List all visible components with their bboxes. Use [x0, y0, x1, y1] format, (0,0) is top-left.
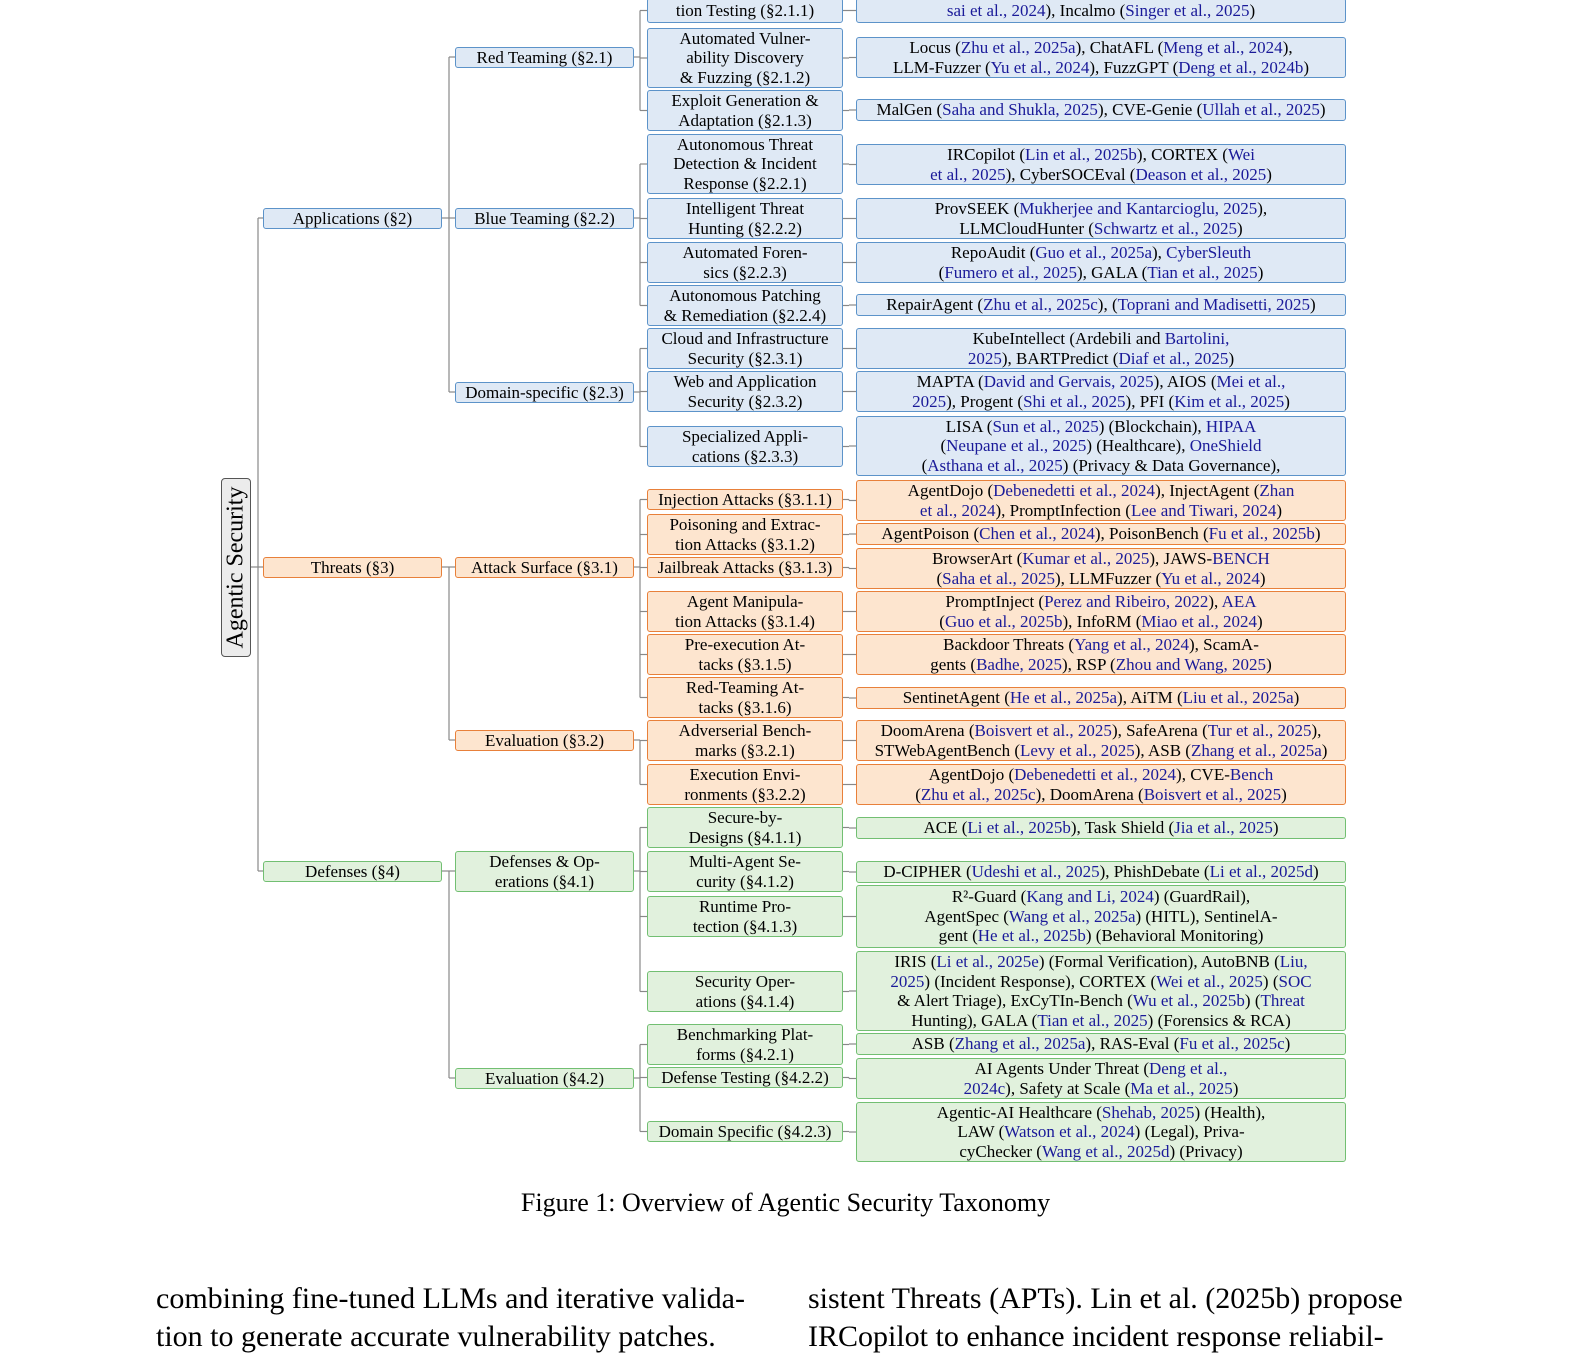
node-label: Red Teaming (§2.1) [476, 47, 613, 67]
citation[interactable]: Jia et al., 2025 [1174, 818, 1273, 838]
text-line: (Asthana et al., 2025) (Privacy & Data Governance), [921, 455, 1281, 475]
leaf-pre-execution [647, 634, 843, 675]
refs-defense-testing [856, 1058, 1346, 1099]
text-line: ASB (Zhang et al., 2025a), RAS-Eval (Fu et al., 2025c) [911, 1034, 1291, 1054]
node-label: Attack Surface (§3.1) [471, 557, 618, 577]
text-line: (Saha et al., 2025), LLMFuzzer (Yu et al., 2024) [936, 568, 1266, 588]
citation[interactable]: Asthana et al., 2025 [927, 455, 1063, 475]
body-line: tion to generate accurate vulnerability patches. [156, 1320, 716, 1353]
refs-threat-detection [856, 144, 1346, 185]
text-line: Exploit Generation & [671, 91, 819, 110]
leaf-jailbreak-attacks [647, 557, 843, 578]
text-line: et al., 2025), CyberSOCEval (Deason et al., 2025) [930, 164, 1272, 184]
citation[interactable]: Shi et al., 2025 [1023, 391, 1126, 411]
citation[interactable]: Singer et al., 2025 [1125, 0, 1250, 20]
citation[interactable]: Tur et al., 2025 [1207, 721, 1312, 740]
citation[interactable]: Mei et al., [1216, 372, 1286, 391]
citation[interactable]: Zhang et al., 2025a [954, 1034, 1086, 1054]
leaf-defense-testing [647, 1067, 843, 1088]
text-line: (Guo et al., 2025b), InfoRM (Miao et al., 2024) [939, 611, 1263, 631]
text-line: Hunting), GALA (Tian et al., 2025) (Forensics & RCA) [911, 1010, 1291, 1030]
leaf-cloud-security [647, 328, 843, 369]
citation[interactable]: Li et al., 2025b [967, 818, 1071, 838]
text-line: Red-Teaming At- [685, 678, 805, 697]
text-line: forms (§4.2.1) [696, 1044, 794, 1064]
refs-patching [856, 294, 1346, 316]
text-line: gents (Badhe, 2025), RSP (Zhou and Wang, 2025) [930, 654, 1272, 674]
text-line: (Zhu et al., 2025c), DoomArena (Boisvert et al., 2025) [915, 784, 1287, 804]
refs-benchmarking-platforms [856, 1033, 1346, 1055]
root-label: Agentic Security [222, 486, 249, 649]
citation[interactable]: Ma et al., 2025 [1130, 1078, 1233, 1098]
text-line: tacks (§3.1.6) [698, 697, 792, 717]
refs-forensics [856, 242, 1346, 283]
text-line: & Fuzzing (§2.1.2) [679, 67, 811, 87]
citation[interactable]: Debenedetti et al., 2024 [993, 481, 1156, 500]
text-line: & Remediation (§2.2.4) [663, 305, 827, 325]
citation[interactable]: Yu et al., 2024 [1161, 568, 1260, 588]
text-line: IRIS (Li et al., 2025e) (Formal Verification), AutoBNB (Liu, [894, 952, 1308, 971]
citation[interactable]: 2025 [912, 391, 947, 411]
leaf-web-security [647, 371, 843, 412]
citation[interactable]: Mukherjee and Kantarcioglu, 2025 [1019, 199, 1258, 218]
citation[interactable]: Shehab, 2025 [1101, 1102, 1195, 1122]
text-line: 2025), BARTPredict (Diaf et al., 2025) [967, 348, 1235, 368]
taxonomy-root [221, 478, 251, 657]
text-line: tection (§4.1.3) [692, 916, 798, 936]
citation[interactable]: AEA [1221, 592, 1257, 611]
text-line: AgentSpec (Wang et al., 2025a) (HITL), SentinelA- [924, 906, 1278, 926]
node-label: Evaluation (§4.2) [485, 1068, 604, 1088]
refs-multi-agent-security [856, 861, 1346, 883]
node-defenses-operations [455, 851, 634, 892]
text-line: Security (§2.3.1) [687, 348, 803, 368]
citation[interactable]: Deng et al., [1148, 1059, 1228, 1078]
citation[interactable]: He et al., 2025a [1009, 688, 1118, 708]
citation[interactable]: Wu et al., 2025b [1132, 991, 1245, 1010]
text-line: & Alert Triage), ExCyTIn-Bench (Wu et al., 2025b) (Threat [897, 991, 1305, 1010]
text-line: Web and Application [673, 372, 817, 391]
text-line: Jailbreak Attacks (§3.1.3) [657, 557, 833, 577]
citation[interactable]: Liu et al., 2025a [1182, 688, 1294, 708]
refs-injection-attacks [856, 480, 1346, 521]
citation[interactable]: Lee and Tiwari, 2024 [1130, 500, 1277, 520]
citation[interactable]: Boisvert et al., 2025 [974, 721, 1112, 740]
node-defense-evaluation [455, 1068, 634, 1089]
citation[interactable]: Kang and Li, 2024 [1026, 887, 1154, 907]
text-line: SentinetAgent (He et al., 2025a), AiTM (Liu et al., 2025a) [902, 688, 1300, 708]
citation[interactable]: Li et al., 2025e [936, 952, 1039, 971]
text-line: Locus (Zhu et al., 2025a), ChatAFL (Meng et al., 2024), [909, 38, 1293, 57]
text-line: ations (§4.1.4) [695, 991, 795, 1011]
text-line: AgentDojo (Debenedetti et al., 2024), CVE-Bench [928, 765, 1274, 784]
text-line: Detection & Incident [673, 154, 817, 174]
citation[interactable]: Liu, [1279, 952, 1308, 971]
leaf-agent-manipulation [647, 591, 843, 632]
citation[interactable]: Guo et al., 2025b [944, 611, 1063, 631]
node-label-line: erations (§4.1) [494, 871, 595, 891]
citation[interactable]: et al., 2025 [930, 164, 1006, 184]
node-label-line: Defenses & Op- [489, 852, 600, 871]
citation[interactable]: Chen et al., 2024 [979, 524, 1095, 544]
citation[interactable]: Perez and Ribeiro, 2022 [1044, 592, 1209, 611]
text-line: (Neupane et al., 2025) (Healthcare), OneShield [940, 436, 1262, 456]
text-line: tacks (§3.1.5) [698, 654, 792, 674]
citation[interactable]: Wei [1227, 145, 1255, 164]
text-line: ability Discovery [686, 48, 804, 68]
citation[interactable]: Deng et al., 2024b [1178, 57, 1304, 77]
figure-caption: Figure 1: Overview of Agentic Security Taxonomy [520, 1188, 1051, 1217]
text-line: AI Agents Under Threat (Deng et al., [974, 1059, 1228, 1078]
text-line: DoomArena (Boisvert et al., 2025), SafeArena (Tur et al., 2025), [880, 721, 1322, 740]
text-line: curity (§4.1.2) [696, 871, 794, 891]
citation[interactable]: Wang et al., 2025d [1041, 1141, 1170, 1161]
citation[interactable]: Udeshi et al., 2025 [971, 862, 1100, 882]
citation[interactable]: Saha and Shukla, 2025 [942, 100, 1098, 120]
text-line: Execution Envi- [689, 765, 801, 784]
citation[interactable]: BENCH [1212, 549, 1270, 568]
citation[interactable]: et al., 2024 [919, 500, 996, 520]
text-line: Defense Testing (§4.2.2) [661, 1067, 829, 1087]
node-attack-surface [455, 557, 634, 578]
text-line: 2025) (Incident Response), CORTEX (Wei et al., 2025) (SOC [890, 971, 1312, 991]
text-line: et al., 2024), PromptInfection (Lee and Tiwari, 2024) [919, 500, 1283, 520]
citation[interactable]: Lin et al., 2025b [1025, 145, 1137, 164]
citation[interactable]: Schwartz et al., 2025 [1093, 218, 1237, 238]
leaf-specialized-apps [647, 426, 843, 467]
node-threats [263, 557, 442, 578]
refs-vuln-discovery [856, 37, 1346, 78]
citation[interactable]: Neupane et al., 2025 [946, 436, 1087, 456]
text-line: MalGen (Saha and Shukla, 2025), CVE-Genie (Ullah et al., 2025) [876, 100, 1326, 120]
text-line: Secure-by- [707, 808, 783, 827]
citation[interactable]: Zhu et al., 2025c [983, 295, 1098, 315]
text-line: IRCopilot (Lin et al., 2025b), CORTEX (Wei [947, 145, 1255, 164]
text-line: LLMCloudHunter (Schwartz et al., 2025) [959, 218, 1243, 238]
citation[interactable]: Threat [1260, 991, 1305, 1010]
citation[interactable]: Watson et al., 2024 [1004, 1122, 1135, 1142]
citation[interactable]: Zhang et al., 2025a [1190, 740, 1322, 760]
node-label: Domain-specific (§2.3) [465, 382, 624, 402]
citation[interactable]: Kumar et al., 2025 [1022, 549, 1150, 568]
text-line: LLM-Fuzzer (Yu et al., 2024), FuzzGPT (Deng et al., 2024b) [892, 57, 1310, 77]
text-line: Runtime Pro- [698, 897, 792, 916]
text-line: STWebAgentBench (Levy et al., 2025), ASB (Zhang et al., 2025a) [874, 740, 1328, 760]
text-line: tion Testing (§2.1.1) [675, 0, 815, 20]
text-line: Hunting (§2.2.2) [688, 218, 802, 238]
citation[interactable]: Zhan [1259, 481, 1295, 500]
citation[interactable]: He et al., 2025b [977, 926, 1086, 946]
citation[interactable]: Kim et al., 2025 [1174, 391, 1285, 411]
text-line: cations (§2.3.3) [691, 446, 799, 466]
node-label: Blue Teaming (§2.2) [474, 208, 615, 228]
citation[interactable]: Sun et al., 2025 [992, 416, 1099, 436]
text-line: Multi-Agent Se- [689, 852, 801, 871]
refs-security-operations [856, 951, 1346, 1031]
body-text-right [808, 1280, 1414, 1356]
text-line: AgentPoison (Chen et al., 2024), PoisonBench (Fu et al., 2025b) [881, 524, 1321, 544]
refs-specialized-apps [856, 416, 1346, 476]
refs-threat-hunting [856, 198, 1346, 239]
refs-pre-execution [856, 634, 1346, 675]
citation[interactable]: Zhu et al., 2025c [920, 784, 1036, 804]
leaf-injection-attacks [647, 489, 843, 510]
citation[interactable]: SOC [1278, 971, 1312, 991]
refs-adversarial-benchmarks [856, 720, 1346, 761]
citation[interactable]: CyberSleuth [1166, 243, 1252, 262]
citation[interactable]: Li et al., 2025d [1209, 862, 1313, 882]
text-line: marks (§3.2.1) [695, 740, 795, 760]
text-line: sics (§2.2.3) [703, 262, 787, 282]
text-line: Security Oper- [694, 972, 796, 991]
leaf-threat-detection [647, 134, 843, 194]
citation[interactable]: Badhe, 2025 [976, 654, 1062, 674]
citation[interactable]: sai et al., 2024 [946, 0, 1046, 20]
refs-cloud-security [856, 328, 1346, 369]
text-line: BrowserArt (Kumar et al., 2025), JAWS-BENCH [932, 549, 1270, 568]
text-line: 2024c), Safety at Scale (Ma et al., 2025) [963, 1078, 1239, 1098]
text-line: Poisoning and Extrac- [669, 515, 821, 534]
text-line: R²-Guard (Kang and Li, 2024) (GuardRail), [951, 887, 1251, 907]
leaf-execution-environments [647, 764, 843, 805]
leaf-multi-agent-security [647, 851, 843, 892]
leaf-pen-testing [647, 0, 843, 23]
leaf-threat-hunting [647, 198, 843, 239]
refs-execution-environments [856, 764, 1346, 805]
citation[interactable]: Wei et al., 2025 [1156, 971, 1263, 991]
body-line: combining fine-tuned LLMs and iterative valida- [156, 1282, 745, 1315]
refs-exploit-generation [856, 99, 1346, 121]
node-domain-specific [455, 382, 634, 403]
text-line: AgentDojo (Debenedetti et al., 2024), InjectAgent (Zhan [907, 481, 1295, 500]
citation[interactable]: Zhu et al., 2025a [960, 38, 1076, 57]
text-line: Automated Vulner- [679, 28, 811, 48]
text-line: ronments (§3.2.2) [684, 784, 806, 804]
text-line: (Fumero et al., 2025), GALA (Tian et al., 2025) [938, 262, 1264, 282]
leaf-security-operations [647, 971, 843, 1012]
refs-pen-testing [856, 0, 1346, 23]
leaf-runtime-protection [647, 896, 843, 937]
text-line: Cloud and Infrastructure [661, 329, 829, 348]
text-line: Response (§2.2.1) [683, 173, 807, 193]
text-line: LISA (Sun et al., 2025) (Blockchain), HIPAA [945, 416, 1257, 436]
citation[interactable]: Debenedetti et al., 2024 [1014, 765, 1177, 784]
node-label: Threats (§3) [310, 557, 395, 577]
leaf-adversarial-benchmarks [647, 720, 843, 761]
text-line: D-CIPHER (Udeshi et al., 2025), PhishDebate (Li et al., 2025d) [883, 862, 1319, 882]
citation[interactable]: Wang et al., 2025a [1008, 906, 1136, 926]
citation[interactable]: Yu et al., 2024 [990, 57, 1090, 77]
body-line: sistent Threats (APTs). Lin et al. (2025b) propose [808, 1282, 1403, 1315]
citation[interactable]: Deason et al., 2025 [1135, 164, 1267, 184]
citation[interactable]: Bench [1229, 765, 1274, 784]
text-line: Automated Foren- [682, 243, 808, 262]
text-line: tion Attacks (§3.1.2) [675, 534, 815, 554]
node-label: Applications (§2) [292, 208, 413, 228]
refs-domain-specific-eval [856, 1102, 1346, 1162]
citation[interactable]: Ullah et al., 2025 [1202, 100, 1320, 120]
text-line: Agentic-AI Healthcare (Shehab, 2025) (Health), [936, 1102, 1266, 1122]
text-line: RepoAudit (Guo et al., 2025a), CyberSleuth [950, 243, 1252, 262]
text-line: KubeIntellect (Ardebili and Bartolini, [972, 329, 1230, 348]
text-line: Benchmarking Plat- [676, 1025, 814, 1044]
leaf-benchmarking-platforms [647, 1024, 843, 1065]
text-line: ProvSEEK (Mukherjee and Kantarcioglu, 2025), [934, 199, 1268, 218]
node-red-teaming [455, 47, 634, 68]
node-defenses [263, 861, 442, 882]
citation[interactable]: Levy et al., 2025 [1020, 740, 1135, 760]
citation[interactable]: Yang et al., 2024 [1074, 635, 1189, 654]
citation[interactable]: Miao et al., 2024 [1141, 611, 1258, 631]
node-label: Evaluation (§3.2) [485, 730, 604, 750]
text-line: gent (He et al., 2025b) (Behavioral Monitoring) [938, 926, 1264, 946]
citation[interactable]: 2025 [967, 348, 1002, 368]
node-blue-teaming [455, 208, 634, 229]
text-line: sai et al., 2024), Incalmo (Singer et al., 2025) [946, 0, 1256, 20]
citation[interactable]: Fumero et al., 2025 [944, 262, 1077, 282]
text-line: Designs (§4.1.1) [688, 827, 802, 847]
citation[interactable]: Zhou and Wang, 2025 [1115, 654, 1267, 674]
leaf-vuln-discovery [647, 28, 843, 88]
text-line: PromptInject (Perez and Ribeiro, 2022), AEA [945, 592, 1257, 611]
citation[interactable]: Meng et al., 2024 [1163, 38, 1283, 57]
citation[interactable]: HIPAA [1205, 416, 1257, 436]
text-line: Autonomous Threat [676, 134, 814, 154]
citation[interactable]: OneShield [1189, 436, 1262, 456]
leaf-forensics [647, 242, 843, 283]
text-line: Specialized Appli- [681, 427, 809, 446]
citation[interactable]: 2024c [963, 1078, 1006, 1098]
text-line: MAPTA (David and Gervais, 2025), AIOS (Mei et al., [916, 372, 1286, 391]
refs-runtime-protection [856, 885, 1346, 948]
leaf-red-teaming-attacks [647, 677, 843, 718]
text-line: ACE (Li et al., 2025b), Task Shield (Jia et al., 2025) [923, 818, 1279, 838]
leaf-exploit-generation [647, 90, 843, 131]
refs-web-security [856, 371, 1346, 412]
refs-jailbreak-attacks [856, 548, 1346, 589]
text-line: Autonomous Patching [669, 286, 821, 305]
node-applications [263, 208, 442, 229]
citation[interactable]: Saha et al., 2025 [942, 568, 1055, 588]
leaf-poisoning-attacks [647, 514, 843, 555]
text-line: RepairAgent (Zhu et al., 2025c), (Toprani and Madisetti, 2025) [886, 295, 1316, 315]
text-line: LAW (Watson et al., 2024) (Legal), Priva- [957, 1122, 1245, 1142]
text-line: Backdoor Threats (Yang et al., 2024), ScamA- [943, 635, 1259, 654]
text-line: tion Attacks (§3.1.4) [675, 611, 815, 631]
citation[interactable]: Boisvert et al., 2025 [1143, 784, 1282, 804]
text-line: Injection Attacks (§3.1.1) [658, 489, 832, 509]
text-line: 2025), Progent (Shi et al., 2025), PFI (Kim et al., 2025) [912, 391, 1290, 411]
text-line: cyChecker (Wang et al., 2025d) (Privacy) [959, 1141, 1243, 1161]
citation[interactable]: Fu et al., 2025b [1208, 524, 1315, 544]
citation[interactable]: 2025 [890, 971, 925, 991]
text-line: Pre-execution At- [684, 635, 806, 654]
text-line: Agent Manipula- [686, 592, 804, 611]
citation[interactable]: David and Gervais, 2025 [983, 372, 1154, 391]
leaf-patching [647, 285, 843, 326]
node-threat-evaluation [455, 730, 634, 751]
text-line: Domain Specific (§4.2.3) [658, 1121, 832, 1141]
leaf-secure-by-design [647, 807, 843, 848]
text-line: Adaptation (§2.1.3) [678, 110, 812, 130]
refs-secure-by-design [856, 817, 1346, 839]
citation[interactable]: Tian et al., 2025 [1037, 1010, 1148, 1030]
node-label: Defenses (§4) [305, 861, 400, 881]
refs-red-teaming-attacks [856, 687, 1346, 709]
text-line: Intelligent Threat [685, 199, 805, 218]
leaf-domain-specific-eval [647, 1121, 843, 1142]
body-text-left [156, 1280, 766, 1356]
body-line: IRCopilot to enhance incident response reliabil- [808, 1320, 1384, 1353]
refs-agent-manipulation [856, 591, 1346, 632]
citation[interactable]: Diaf et al., 2025 [1118, 348, 1229, 368]
citation[interactable]: Toprani and Madisetti, 2025 [1117, 295, 1311, 315]
citation[interactable]: Tian et al., 2025 [1147, 262, 1258, 282]
refs-poisoning-attacks [856, 523, 1346, 545]
text-line: Adverserial Bench- [678, 721, 812, 740]
text-line: Security (§2.3.2) [687, 391, 803, 411]
citation[interactable]: Guo et al., 2025a [1035, 243, 1152, 262]
citation[interactable]: Fu et al., 2025c [1179, 1034, 1285, 1054]
citation[interactable]: Bartolini, [1164, 329, 1230, 348]
